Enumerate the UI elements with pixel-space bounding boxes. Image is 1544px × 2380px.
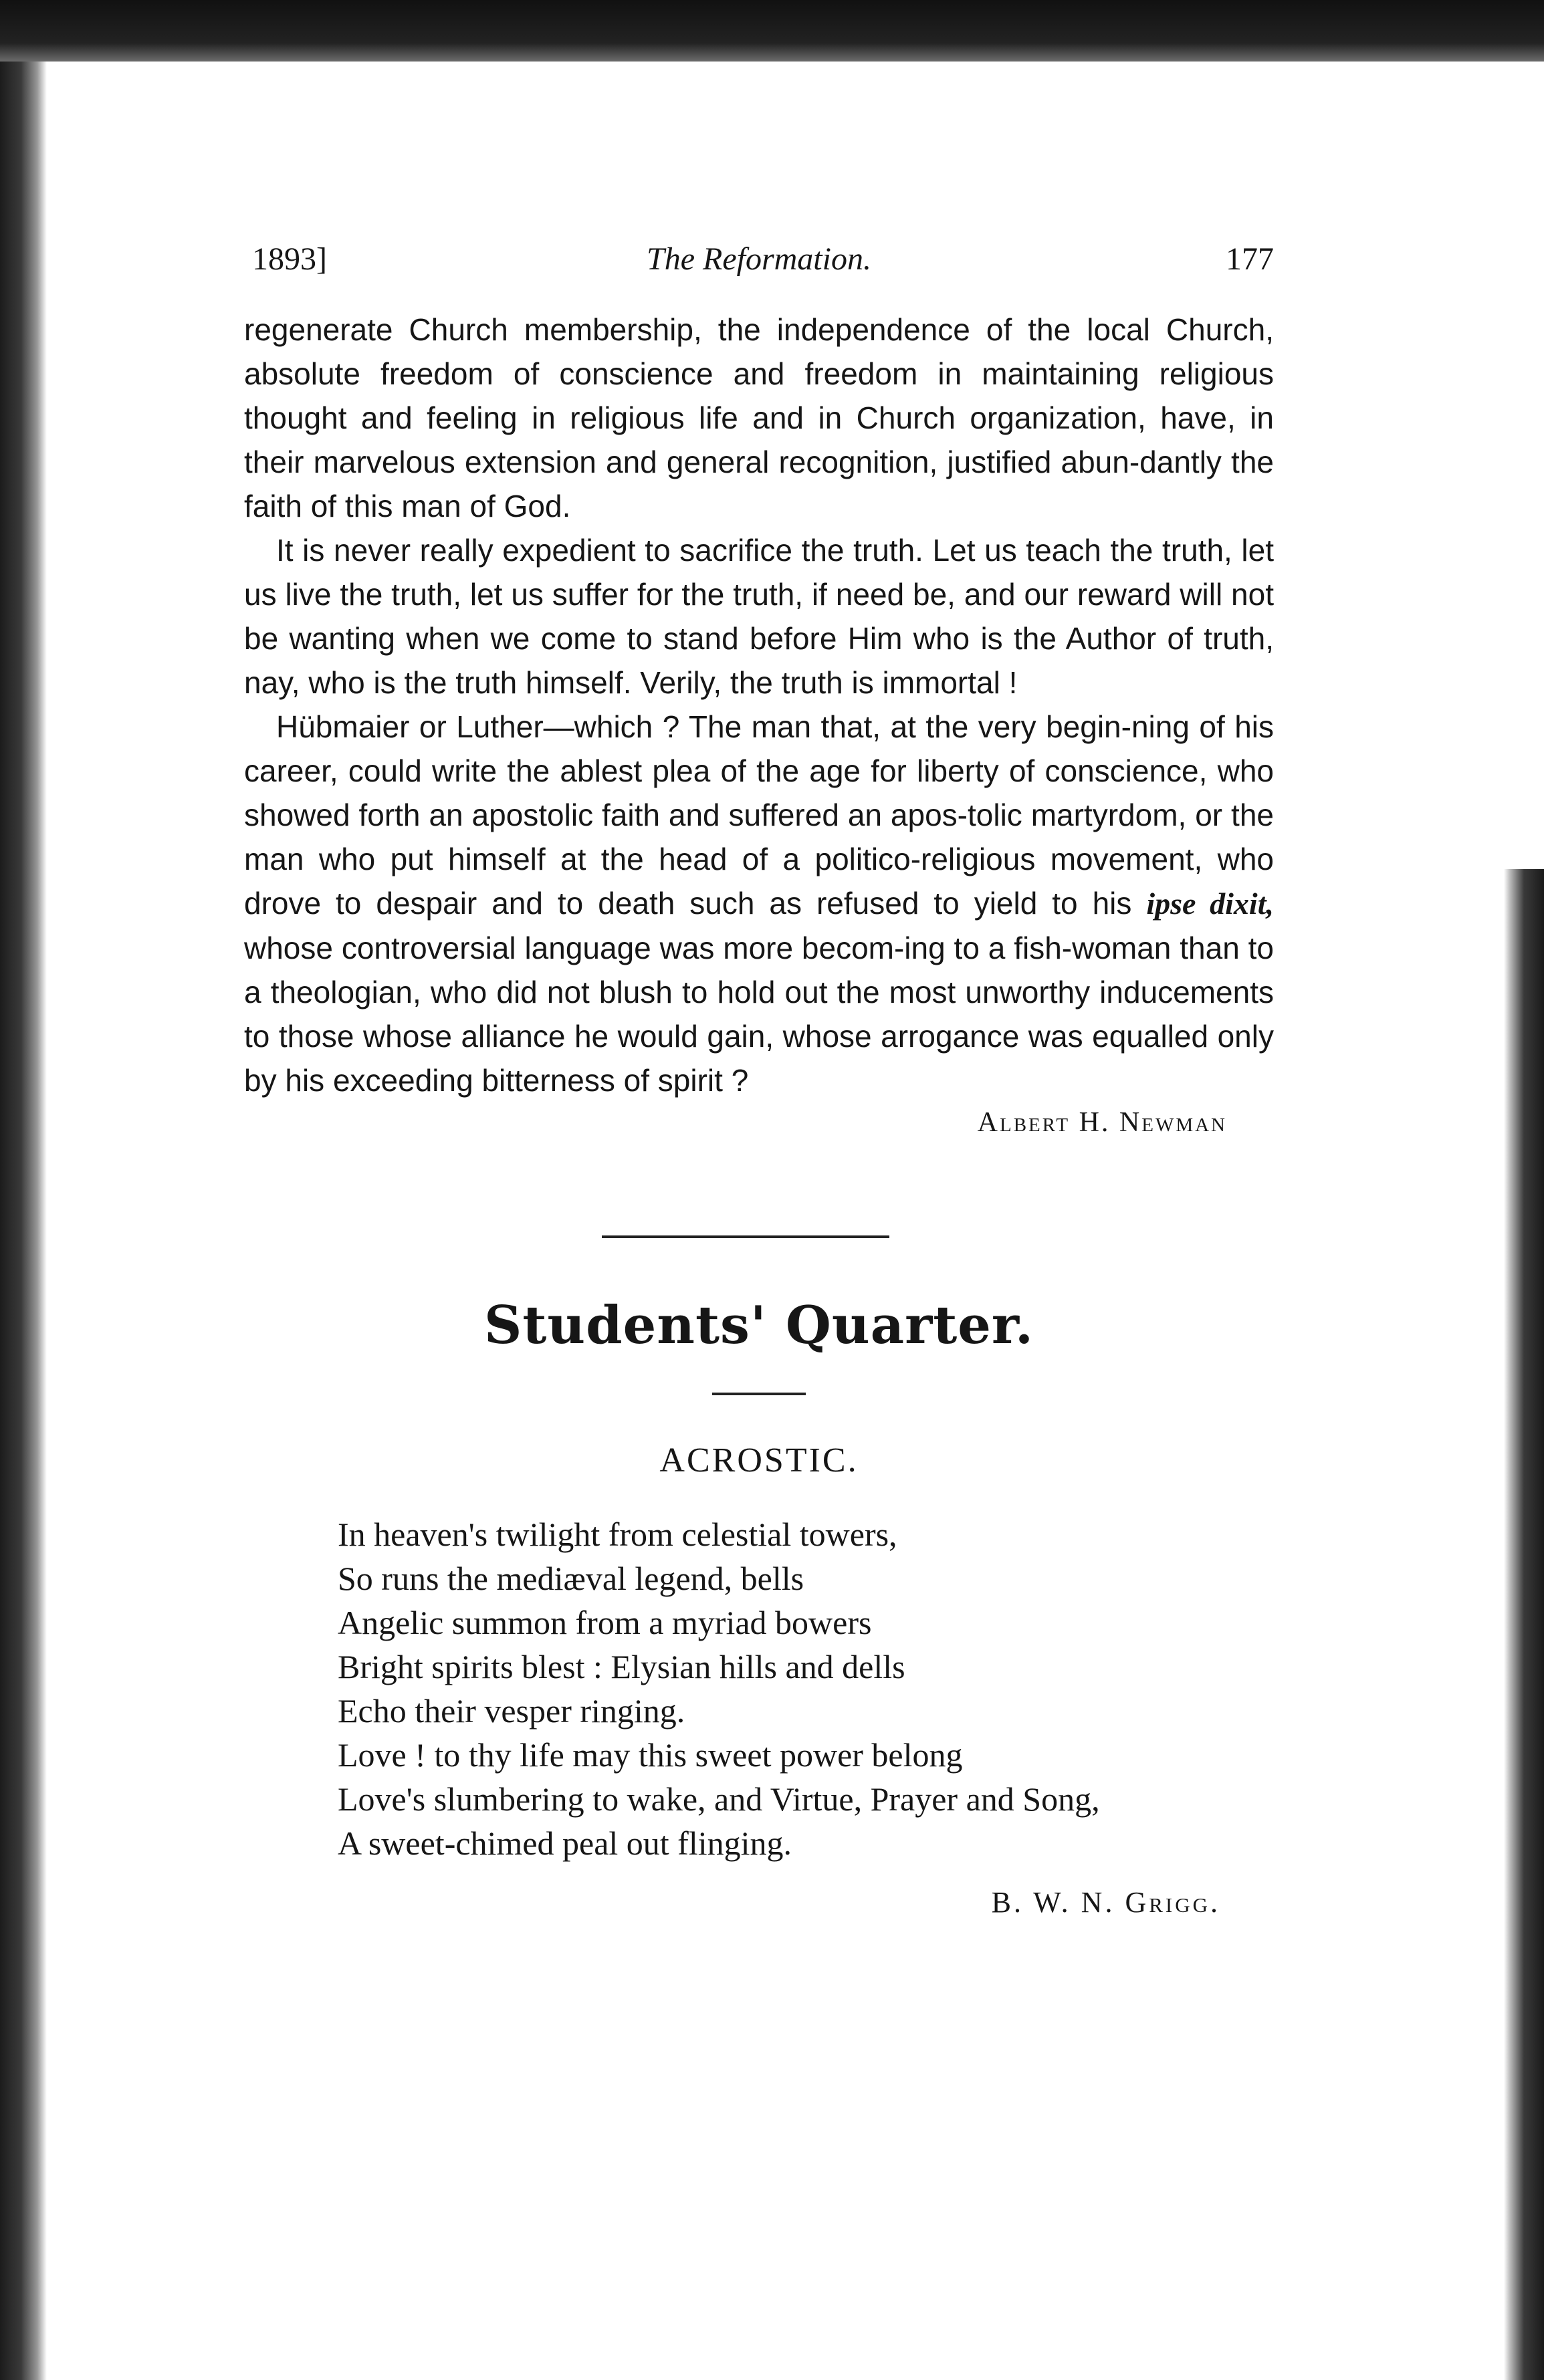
heading-rule [712,1393,806,1395]
running-head-title: The Reformation. [647,241,871,277]
paragraph-3-text-a: Hübmaier or Luther—which ? The man that, at the very begin-ning of his career, could write the ablest plea of the age for liberty of conscience, who showed forth an apostolic faith and suffered an apos-tolic martyrdom, or the man who put himself at the head of a politico-religious movement, who drove to despair and to death such as refused to yield to his [244,709,1274,921]
scan-edge-left [0,62,47,2380]
poem-line: Angelic summon from a myriad bowers [338,1604,872,1641]
poem-line: Bright spirits blest : Elysian hills and dells [338,1648,905,1685]
poem-line: In heaven's twilight from celestial towers, [338,1516,897,1553]
page-body [244,241,1274,1919]
poem-line: So runs the mediæval legend, bells [338,1560,804,1597]
scan-edge-top [0,0,1544,62]
running-head [244,241,1274,287]
ipse-dixit-italic: ipse dixit, [1146,886,1274,921]
poem-line: Love's slumbering to wake, and Virtue, Prayer and Song, [338,1780,1100,1818]
article-paragraph-3 [244,705,1274,1102]
article-paragraph-1: regenerate Church membership, the independence of the local Church, absolute freedom of conscience and freedom in maintaining religious thought and feeling in religious life and in Church organization, have, in their marvelous extension and general recognition, justified abun-dantly the faith of this man of God. [244,312,1274,523]
poem-line: Love ! to thy life may this sweet power belong [338,1736,963,1774]
scan-edge-right [1504,869,1544,2380]
paragraph-3-text-b: whose controversial language was more becom-ing to a fish-woman than to a theologian, who did not blush to hold out the most unworthy inducements to those whose alliance he would gain, whose arrogance was equalled only by his exceeding bitterness of spirit ? [244,931,1274,1098]
article-author-name: Albert H. Newman [977,1107,1227,1138]
poem-lines [244,1512,1274,1865]
poem-line: A sweet-chimed peal out flinging. [338,1824,792,1862]
section-heading: Students' Quarter. [484,1295,1034,1356]
page-number: 177 [1226,241,1274,277]
running-head-year: 1893] [252,241,327,277]
poem-line: Echo their vesper ringing. [338,1692,685,1730]
section-divider [602,1235,889,1238]
poem-author [244,1885,1274,1919]
article-text [244,308,1274,1102]
poem-author-name: B. W. N. Grigg. [991,1886,1220,1919]
article-author [244,1106,1274,1139]
article-paragraph-2: It is never really expedient to sacrifice the truth. Let us teach the truth, let us live the truth, let us suffer for the truth, if need be, and our reward will not be wanting when we come to stand before Him who is the Author of truth, nay, who is the truth himself. Verily, the truth is immortal ! [244,533,1274,700]
poem-title: ACROSTIC. [659,1441,859,1479]
